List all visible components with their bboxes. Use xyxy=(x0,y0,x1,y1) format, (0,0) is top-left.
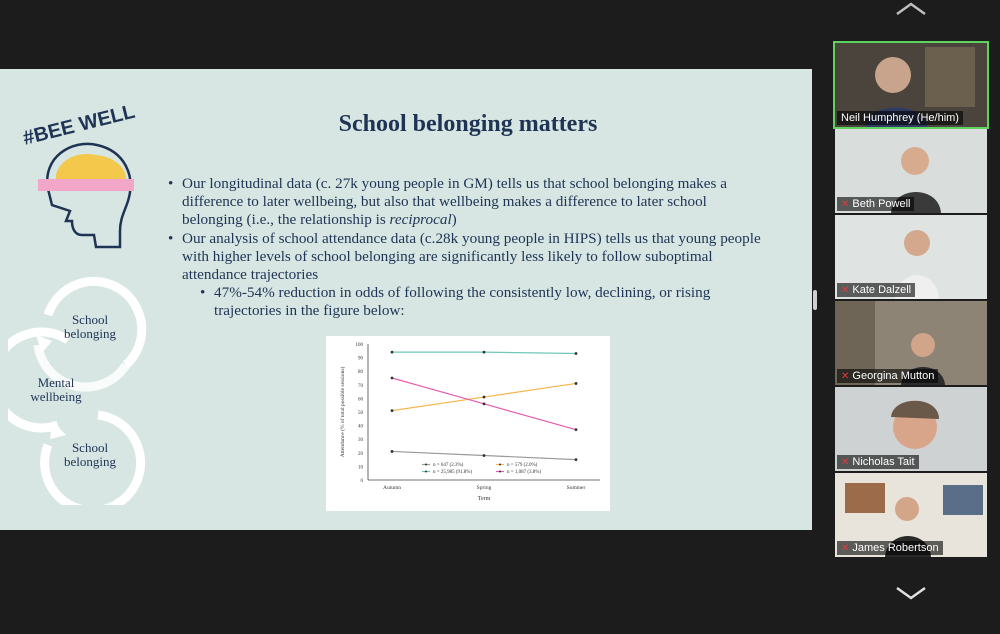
legend-label: n = 1,087 (3.8%) xyxy=(507,470,542,475)
slide-bullets xyxy=(168,175,768,321)
data-point xyxy=(483,402,486,405)
participant-name-tag: ✕ Georgina Mutton xyxy=(837,369,938,383)
x-tick-label: Summer xyxy=(566,485,586,491)
legend-marker xyxy=(499,464,501,466)
wellbeing-cycle-diagram xyxy=(8,275,148,505)
attendance-chart-svg xyxy=(326,336,610,511)
y-axis-title: Attendance (% of total possible sessions) xyxy=(340,366,346,458)
sub-bullet: • 47%-54% reduction in odds of following the consistently low, declining, or rising trajectories in the figure below: xyxy=(200,284,768,320)
legend-label: n = 25,985 (91.8%) xyxy=(433,470,473,475)
participant-tile[interactable] xyxy=(835,301,987,385)
cycle-middle-label: Mental wellbeing xyxy=(30,375,82,404)
bullet-2: • Our analysis of school attendance data (c.28k young people in HIPS) tells us that young people with higher levels of school belonging are significantly less likely to follow suboptimal attendance trajectories xyxy=(168,230,768,285)
legend-marker xyxy=(499,471,501,473)
participant-name-tag: Neil Humphrey (He/him) xyxy=(837,111,963,125)
cycle-top-label: School belonging xyxy=(64,312,116,341)
participant-tile[interactable] xyxy=(835,387,987,471)
participant-name-tag: ✕ Beth Powell xyxy=(837,197,914,211)
legend-label: n = 647 (2.3%) xyxy=(433,463,464,468)
data-point xyxy=(391,450,394,453)
legend-marker xyxy=(425,464,427,466)
participant-tile[interactable] xyxy=(835,215,987,299)
participant-tile[interactable] xyxy=(835,473,987,557)
mic-off-icon: ✕ xyxy=(841,542,850,554)
y-tick-label: 40 xyxy=(358,424,363,430)
y-tick-label: 0 xyxy=(360,479,363,484)
y-tick-label: 10 xyxy=(358,465,363,471)
mic-off-icon: ✕ xyxy=(841,198,850,210)
y-tick-label: 100 xyxy=(355,343,363,348)
participant-tile[interactable] xyxy=(835,129,987,213)
y-tick-label: 20 xyxy=(358,451,363,457)
chevron-down-icon[interactable] xyxy=(893,584,929,604)
data-point xyxy=(391,409,394,412)
y-tick-label: 80 xyxy=(358,370,363,376)
x-tick-label: Spring xyxy=(476,485,492,491)
cycle-bottom-label: School belonging xyxy=(64,440,116,469)
shared-slide xyxy=(0,69,812,530)
brain-shape xyxy=(56,154,126,179)
logo-text: #BEE WELL xyxy=(20,100,138,150)
legend-marker xyxy=(425,471,427,473)
slide-title: School belonging matters xyxy=(338,111,598,137)
data-point xyxy=(575,458,578,461)
attendance-chart xyxy=(326,336,610,511)
chevron-up-icon[interactable] xyxy=(893,0,929,20)
legend-label: n = 579 (2.0%) xyxy=(507,463,538,468)
splitter-handle[interactable] xyxy=(813,290,817,310)
data-point xyxy=(483,351,486,354)
bullet-1: • Our longitudinal data (c. 27k young people in GM) tells us that school belonging makes a difference to later wellbeing, but also that wellbeing makes a difference to later school belonging (i.e., the relationship is reciprocal) xyxy=(168,175,768,230)
x-axis-title: Term xyxy=(477,496,491,502)
data-point xyxy=(391,377,394,380)
participant-tile[interactable] xyxy=(835,43,987,127)
y-tick-label: 50 xyxy=(358,411,363,416)
participant-name-tag: ✕ Nicholas Tait xyxy=(837,455,919,469)
y-tick-label: 30 xyxy=(358,438,363,444)
participant-name-tag: ✕ James Robertson xyxy=(837,541,943,555)
y-tick-label: 90 xyxy=(358,356,363,362)
participant-gallery xyxy=(835,43,987,557)
x-tick-label: Autumn xyxy=(382,485,402,491)
mic-off-icon: ✕ xyxy=(841,456,850,468)
data-point xyxy=(391,351,394,354)
y-tick-label: 70 xyxy=(358,383,363,389)
participant-name-tag: ✕ Kate Dalzell xyxy=(837,283,915,297)
mic-off-icon: ✕ xyxy=(841,284,850,296)
bee-well-logo xyxy=(12,97,152,267)
data-point xyxy=(483,396,486,399)
data-point xyxy=(483,454,486,457)
hands-band xyxy=(38,179,134,191)
data-point xyxy=(575,382,578,385)
y-tick-label: 60 xyxy=(358,397,363,403)
mic-off-icon: ✕ xyxy=(841,370,850,382)
data-point xyxy=(575,352,578,355)
data-point xyxy=(575,428,578,431)
